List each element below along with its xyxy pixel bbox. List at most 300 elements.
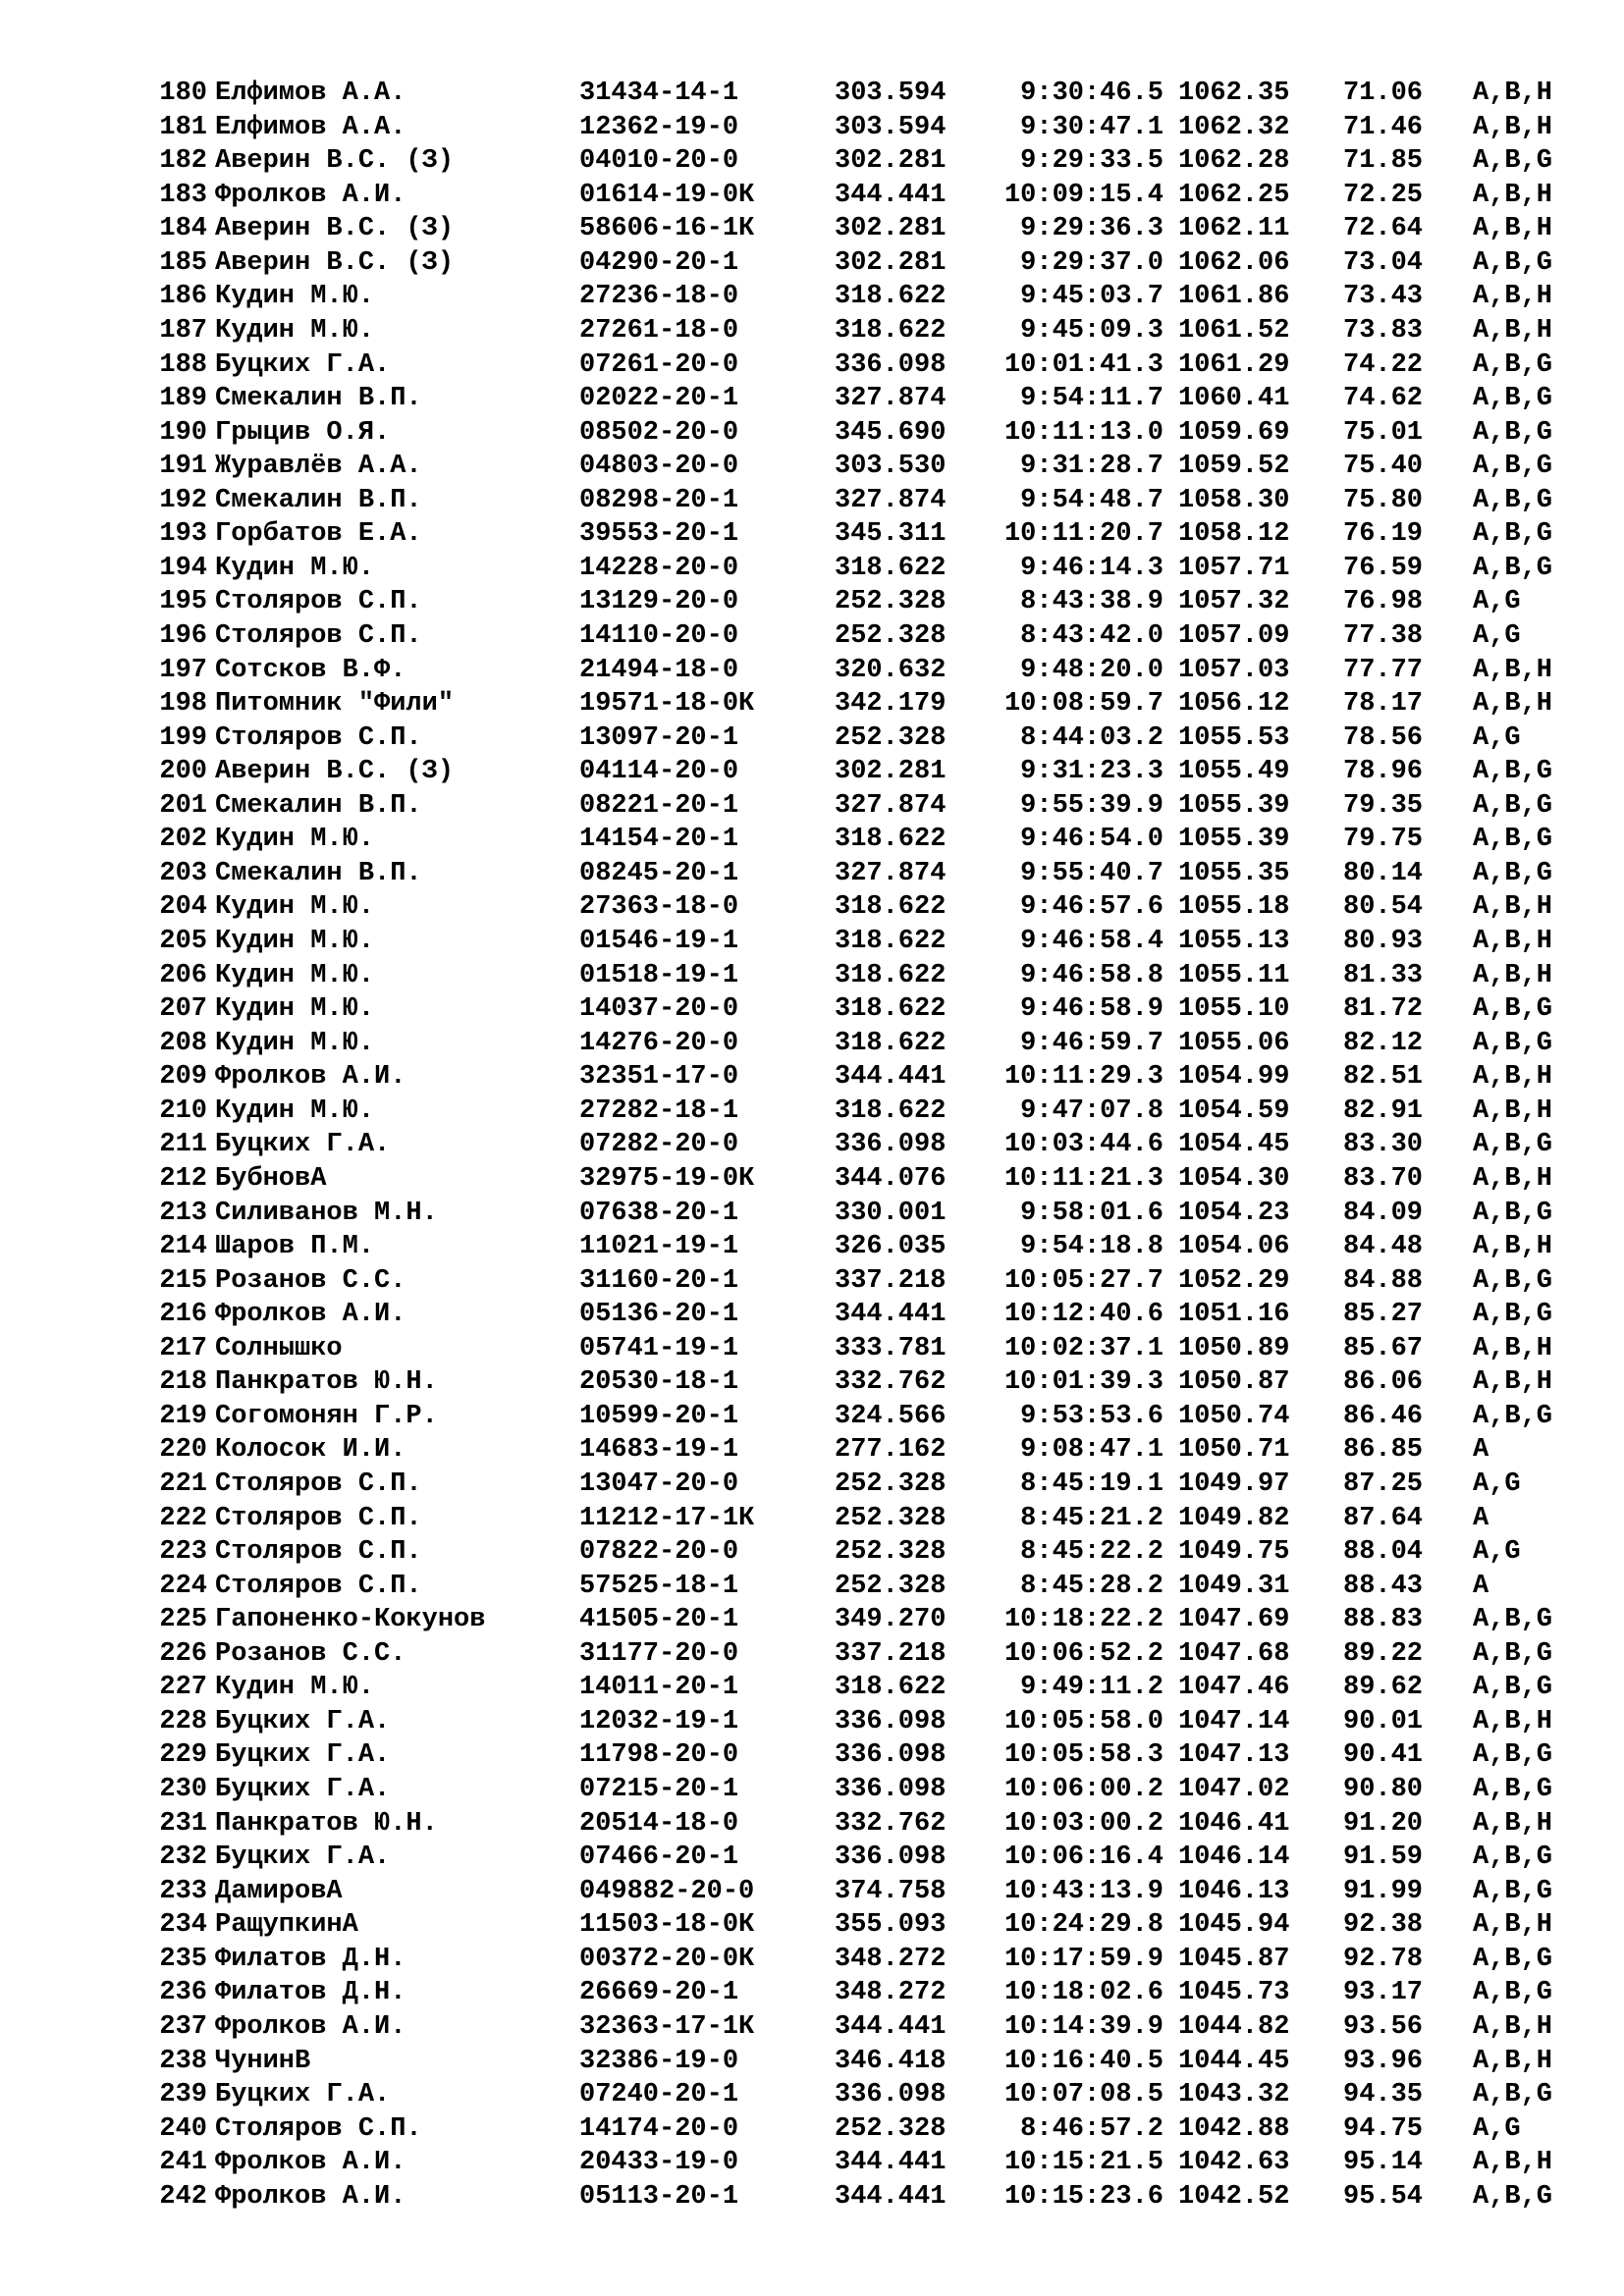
cell-name: Кудин М.Ю. bbox=[215, 892, 375, 923]
cell-time: 10:06:16.4 bbox=[1003, 1842, 1164, 1873]
cell-cat: A,B,G bbox=[1473, 825, 1553, 855]
cell-dist: 318.622 bbox=[835, 1673, 947, 1703]
cell-time: 10:17:59.9 bbox=[1003, 1944, 1164, 1974]
cell-dist: 346.418 bbox=[835, 2046, 947, 2076]
cell-cat: A,B,G bbox=[1473, 1605, 1553, 1635]
cell-ring: 13047-20-0 bbox=[579, 1469, 739, 1499]
cell-ring: 01518-19-1 bbox=[579, 960, 739, 990]
table-row bbox=[0, 450, 1624, 483]
cell-cat: A,B,H bbox=[1473, 2148, 1553, 2178]
cell-cat: A,B,G bbox=[1473, 1638, 1553, 1669]
table-row bbox=[0, 111, 1624, 144]
cell-ring: 08502-20-0 bbox=[579, 417, 739, 448]
cell-speed: 1042.63 bbox=[1178, 2148, 1290, 2178]
cell-coef: 72.25 bbox=[1343, 180, 1424, 210]
cell-name: Журавлёв А.А. bbox=[215, 452, 422, 482]
cell-cat: A,G bbox=[1473, 621, 1521, 651]
cell-num: 202 bbox=[159, 825, 207, 855]
cell-ring: 11021-19-1 bbox=[579, 1232, 739, 1261]
cell-ring: 32363-17-1К bbox=[579, 2011, 755, 2042]
cell-num: 207 bbox=[159, 994, 207, 1025]
cell-coef: 90.01 bbox=[1343, 1706, 1424, 1736]
cell-name: Столяров С.П. bbox=[215, 722, 422, 753]
cell-name: Столяров С.П. bbox=[215, 587, 422, 617]
cell-dist: 303.594 bbox=[835, 112, 947, 142]
cell-time: 8:43:38.9 bbox=[1020, 587, 1164, 617]
cell-cat: A,B,H bbox=[1473, 927, 1553, 956]
cell-cat: A,B,G bbox=[1473, 1842, 1553, 1873]
cell-speed: 1042.88 bbox=[1178, 2113, 1290, 2144]
cell-cat: A,B,H bbox=[1473, 1910, 1553, 1941]
table-row bbox=[0, 1738, 1624, 1772]
cell-time: 8:43:42.0 bbox=[1020, 621, 1164, 651]
cell-coef: 92.38 bbox=[1343, 1910, 1424, 1941]
cell-cat: A,G bbox=[1473, 1469, 1521, 1499]
cell-ring: 04010-20-0 bbox=[579, 146, 739, 177]
cell-cat: A,B,H bbox=[1473, 214, 1553, 244]
cell-num: 194 bbox=[159, 553, 207, 583]
cell-speed: 1062.28 bbox=[1178, 146, 1290, 177]
cell-ring: 32975-19-0К bbox=[579, 1163, 755, 1194]
cell-speed: 1061.86 bbox=[1178, 282, 1290, 312]
cell-cat: A,B,G bbox=[1473, 1978, 1553, 2008]
cell-cat: A,B,H bbox=[1473, 315, 1553, 346]
cell-time: 9:46:58.4 bbox=[1020, 927, 1164, 956]
cell-speed: 1059.52 bbox=[1178, 452, 1290, 482]
table-row bbox=[0, 280, 1624, 313]
cell-time: 9:48:20.0 bbox=[1020, 655, 1164, 685]
cell-cat: A,G bbox=[1473, 1537, 1521, 1568]
cell-dist: 320.632 bbox=[835, 655, 947, 685]
table-row bbox=[0, 77, 1624, 110]
cell-time: 9:55:40.7 bbox=[1020, 858, 1164, 888]
cell-dist: 344.441 bbox=[835, 2181, 947, 2212]
cell-speed: 1055.49 bbox=[1178, 757, 1290, 787]
table-row bbox=[0, 1603, 1624, 1636]
cell-name: Столяров С.П. bbox=[215, 1503, 422, 1533]
cell-name: Фролков А.И. bbox=[215, 1300, 406, 1330]
cell-dist: 344.441 bbox=[835, 1062, 947, 1093]
cell-speed: 1050.74 bbox=[1178, 1401, 1290, 1431]
table-row bbox=[0, 517, 1624, 551]
cell-speed: 1047.68 bbox=[1178, 1638, 1290, 1669]
cell-time: 10:18:02.6 bbox=[1003, 1978, 1164, 2008]
cell-speed: 1047.14 bbox=[1178, 1706, 1290, 1736]
cell-speed: 1054.06 bbox=[1178, 1232, 1290, 1261]
cell-ring: 04290-20-1 bbox=[579, 247, 739, 278]
cell-dist: 302.281 bbox=[835, 146, 947, 177]
table-row bbox=[0, 1298, 1624, 1331]
cell-num: 184 bbox=[159, 214, 207, 244]
cell-ring: 19571-18-0К bbox=[579, 689, 755, 720]
table-row bbox=[0, 1128, 1624, 1161]
cell-name: Кудин М.Ю. bbox=[215, 1673, 375, 1703]
cell-num: 224 bbox=[159, 1571, 207, 1601]
cell-ring: 12362-19-0 bbox=[579, 112, 739, 142]
cell-cat: A,B,H bbox=[1473, 1163, 1553, 1194]
cell-ring: 12032-19-1 bbox=[579, 1706, 739, 1736]
cell-coef: 85.27 bbox=[1343, 1300, 1424, 1330]
cell-cat: A,B,G bbox=[1473, 1944, 1553, 1974]
cell-coef: 73.43 bbox=[1343, 282, 1424, 312]
cell-coef: 91.99 bbox=[1343, 1876, 1424, 1906]
cell-num: 193 bbox=[159, 519, 207, 550]
table-row bbox=[0, 1807, 1624, 1841]
table-row bbox=[0, 2180, 1624, 2214]
cell-cat: A,B,G bbox=[1473, 384, 1553, 413]
cell-ring: 01614-19-0К bbox=[579, 180, 755, 210]
cell-time: 10:11:13.0 bbox=[1003, 417, 1164, 448]
cell-coef: 81.33 bbox=[1343, 960, 1424, 990]
cell-dist: 318.622 bbox=[835, 927, 947, 956]
cell-dist: 302.281 bbox=[835, 247, 947, 278]
cell-name: Кудин М.Ю. bbox=[215, 1095, 375, 1126]
table-row bbox=[0, 1197, 1624, 1230]
cell-name: Грыцив О.Я. bbox=[215, 417, 391, 448]
cell-name: Кудин М.Ю. bbox=[215, 825, 375, 855]
cell-speed: 1047.46 bbox=[1178, 1673, 1290, 1703]
cell-coef: 82.51 bbox=[1343, 1062, 1424, 1093]
cell-ring: 14037-20-0 bbox=[579, 994, 739, 1025]
cell-ring: 04803-20-0 bbox=[579, 452, 739, 482]
cell-speed: 1057.71 bbox=[1178, 553, 1290, 583]
cell-cat: A,B,G bbox=[1473, 2181, 1553, 2212]
cell-speed: 1054.59 bbox=[1178, 1095, 1290, 1126]
cell-ring: 07240-20-1 bbox=[579, 2080, 739, 2109]
cell-num: 227 bbox=[159, 1673, 207, 1703]
cell-name: Буцких Г.А. bbox=[215, 1775, 391, 1804]
cell-num: 211 bbox=[159, 1130, 207, 1160]
cell-speed: 1045.73 bbox=[1178, 1978, 1290, 2008]
cell-dist: 348.272 bbox=[835, 1978, 947, 2008]
cell-speed: 1058.30 bbox=[1178, 485, 1290, 515]
cell-speed: 1062.32 bbox=[1178, 112, 1290, 142]
cell-speed: 1062.35 bbox=[1178, 79, 1290, 108]
cell-name: Панкратов Ю.Н. bbox=[215, 1367, 438, 1398]
cell-time: 9:54:18.8 bbox=[1020, 1232, 1164, 1261]
cell-cat: A,B,H bbox=[1473, 2046, 1553, 2076]
cell-time: 10:05:58.3 bbox=[1003, 1740, 1164, 1771]
cell-name: Елфимов А.А. bbox=[215, 112, 406, 142]
cell-cat: A,B,G bbox=[1473, 1775, 1553, 1804]
cell-speed: 1057.32 bbox=[1178, 587, 1290, 617]
cell-ring: 04114-20-0 bbox=[579, 757, 739, 787]
cell-ring: 27261-18-0 bbox=[579, 315, 739, 346]
cell-time: 9:49:11.2 bbox=[1020, 1673, 1164, 1703]
cell-name: Кудин М.Ю. bbox=[215, 994, 375, 1025]
table-row bbox=[0, 2112, 1624, 2146]
cell-coef: 82.91 bbox=[1343, 1095, 1424, 1126]
table-row bbox=[0, 2010, 1624, 2044]
cell-cat: A,B,G bbox=[1473, 1740, 1553, 1771]
cell-coef: 80.54 bbox=[1343, 892, 1424, 923]
table-row bbox=[0, 1060, 1624, 1094]
cell-name: Розанов С.С. bbox=[215, 1265, 406, 1296]
cell-dist: 344.441 bbox=[835, 2148, 947, 2178]
table-row bbox=[0, 789, 1624, 823]
cell-ring: 13129-20-0 bbox=[579, 587, 739, 617]
cell-name: Кудин М.Ю. bbox=[215, 315, 375, 346]
cell-coef: 78.17 bbox=[1343, 689, 1424, 720]
cell-ring: 049882-20-0 bbox=[579, 1876, 755, 1906]
cell-coef: 95.14 bbox=[1343, 2148, 1424, 2178]
cell-name: Гапоненко-Кокунов bbox=[215, 1605, 486, 1635]
cell-speed: 1044.82 bbox=[1178, 2011, 1290, 2042]
cell-time: 10:18:22.2 bbox=[1003, 1605, 1164, 1635]
cell-ring: 31160-20-1 bbox=[579, 1265, 739, 1296]
cell-time: 9:55:39.9 bbox=[1020, 790, 1164, 821]
cell-ring: 14011-20-1 bbox=[579, 1673, 739, 1703]
cell-coef: 80.14 bbox=[1343, 858, 1424, 888]
cell-name: Столяров С.П. bbox=[215, 1571, 422, 1601]
cell-name: Аверин В.С. (З) bbox=[215, 146, 455, 177]
cell-speed: 1055.06 bbox=[1178, 1028, 1290, 1058]
cell-speed: 1055.10 bbox=[1178, 994, 1290, 1025]
cell-ring: 20514-18-0 bbox=[579, 1808, 739, 1839]
cell-cat: A,B,G bbox=[1473, 1673, 1553, 1703]
table-row bbox=[0, 348, 1624, 382]
cell-dist: 318.622 bbox=[835, 282, 947, 312]
cell-dist: 327.874 bbox=[835, 858, 947, 888]
cell-ring: 00372-20-0К bbox=[579, 1944, 755, 1974]
cell-time: 10:09:15.4 bbox=[1003, 180, 1164, 210]
table-row bbox=[0, 1570, 1624, 1603]
cell-dist: 344.441 bbox=[835, 2011, 947, 2042]
cell-coef: 71.46 bbox=[1343, 112, 1424, 142]
cell-speed: 1052.29 bbox=[1178, 1265, 1290, 1296]
cell-speed: 1055.53 bbox=[1178, 722, 1290, 753]
cell-cat: A,G bbox=[1473, 587, 1521, 617]
cell-name: Смекалин В.П. bbox=[215, 384, 422, 413]
cell-coef: 91.59 bbox=[1343, 1842, 1424, 1873]
cell-num: 204 bbox=[159, 892, 207, 923]
cell-coef: 93.56 bbox=[1343, 2011, 1424, 2042]
cell-ring: 14276-20-0 bbox=[579, 1028, 739, 1058]
table-row bbox=[0, 2045, 1624, 2078]
cell-coef: 80.93 bbox=[1343, 927, 1424, 956]
cell-num: 231 bbox=[159, 1808, 207, 1839]
cell-num: 229 bbox=[159, 1740, 207, 1771]
cell-num: 222 bbox=[159, 1503, 207, 1533]
cell-num: 199 bbox=[159, 722, 207, 753]
cell-num: 238 bbox=[159, 2046, 207, 2076]
cell-time: 10:07:08.5 bbox=[1003, 2080, 1164, 2109]
cell-num: 212 bbox=[159, 1163, 207, 1194]
cell-num: 241 bbox=[159, 2148, 207, 2178]
cell-name: Буцких Г.А. bbox=[215, 1842, 391, 1873]
cell-time: 9:53:53.6 bbox=[1020, 1401, 1164, 1431]
table-row bbox=[0, 2146, 1624, 2179]
table-row bbox=[0, 721, 1624, 755]
cell-speed: 1047.02 bbox=[1178, 1775, 1290, 1804]
table-row bbox=[0, 246, 1624, 280]
cell-speed: 1060.41 bbox=[1178, 384, 1290, 413]
cell-coef: 88.43 bbox=[1343, 1571, 1424, 1601]
cell-num: 189 bbox=[159, 384, 207, 413]
cell-time: 10:15:23.6 bbox=[1003, 2181, 1164, 2212]
cell-cat: A,B,H bbox=[1473, 1095, 1553, 1126]
cell-dist: 302.281 bbox=[835, 214, 947, 244]
cell-dist: 337.218 bbox=[835, 1265, 947, 1296]
cell-dist: 327.874 bbox=[835, 485, 947, 515]
cell-speed: 1049.97 bbox=[1178, 1469, 1290, 1499]
cell-coef: 76.59 bbox=[1343, 553, 1424, 583]
cell-time: 9:46:58.9 bbox=[1020, 994, 1164, 1025]
cell-name: Кудин М.Ю. bbox=[215, 1028, 375, 1058]
cell-cat: A,B,G bbox=[1473, 349, 1553, 380]
cell-coef: 75.01 bbox=[1343, 417, 1424, 448]
cell-speed: 1056.12 bbox=[1178, 689, 1290, 720]
cell-speed: 1062.11 bbox=[1178, 214, 1290, 244]
cell-dist: 318.622 bbox=[835, 825, 947, 855]
cell-dist: 336.098 bbox=[835, 2080, 947, 2109]
cell-name: Фролков А.И. bbox=[215, 2011, 406, 2042]
cell-cat: A,B,H bbox=[1473, 1232, 1553, 1261]
cell-coef: 90.41 bbox=[1343, 1740, 1424, 1771]
cell-ring: 14110-20-0 bbox=[579, 621, 739, 651]
cell-name: Фролков А.И. bbox=[215, 2181, 406, 2212]
cell-name: Горбатов Е.А. bbox=[215, 519, 422, 550]
cell-num: 191 bbox=[159, 452, 207, 482]
cell-time: 10:15:21.5 bbox=[1003, 2148, 1164, 2178]
cell-time: 9:54:48.7 bbox=[1020, 485, 1164, 515]
cell-num: 216 bbox=[159, 1300, 207, 1330]
cell-time: 9:45:09.3 bbox=[1020, 315, 1164, 346]
cell-dist: 327.874 bbox=[835, 790, 947, 821]
table-row bbox=[0, 1705, 1624, 1738]
cell-num: 228 bbox=[159, 1706, 207, 1736]
cell-dist: 303.594 bbox=[835, 79, 947, 108]
cell-cat: A,B,H bbox=[1473, 689, 1553, 720]
cell-dist: 252.328 bbox=[835, 1571, 947, 1601]
table-row bbox=[0, 1230, 1624, 1263]
cell-coef: 82.12 bbox=[1343, 1028, 1424, 1058]
cell-num: 198 bbox=[159, 689, 207, 720]
cell-name: Панкратов Ю.Н. bbox=[215, 1808, 438, 1839]
cell-cat: A,G bbox=[1473, 2113, 1521, 2144]
cell-num: 203 bbox=[159, 858, 207, 888]
cell-dist: 318.622 bbox=[835, 994, 947, 1025]
cell-coef: 78.96 bbox=[1343, 757, 1424, 787]
cell-cat: A,B,H bbox=[1473, 2011, 1553, 2042]
cell-time: 10:05:27.7 bbox=[1003, 1265, 1164, 1296]
cell-ring: 07261-20-0 bbox=[579, 349, 739, 380]
cell-speed: 1049.82 bbox=[1178, 1503, 1290, 1533]
cell-num: 181 bbox=[159, 112, 207, 142]
cell-ring: 05741-19-1 bbox=[579, 1333, 739, 1363]
cell-num: 210 bbox=[159, 1095, 207, 1126]
cell-name: Фролков А.И. bbox=[215, 180, 406, 210]
cell-dist: 252.328 bbox=[835, 1469, 947, 1499]
cell-coef: 93.96 bbox=[1343, 2046, 1424, 2076]
cell-num: 223 bbox=[159, 1537, 207, 1568]
cell-dist: 344.441 bbox=[835, 180, 947, 210]
cell-coef: 77.38 bbox=[1343, 621, 1424, 651]
cell-time: 9:46:57.6 bbox=[1020, 892, 1164, 923]
cell-num: 233 bbox=[159, 1876, 207, 1906]
cell-time: 9:46:54.0 bbox=[1020, 825, 1164, 855]
cell-coef: 77.77 bbox=[1343, 655, 1424, 685]
cell-coef: 90.80 bbox=[1343, 1775, 1424, 1804]
cell-speed: 1054.45 bbox=[1178, 1130, 1290, 1160]
cell-dist: 327.874 bbox=[835, 384, 947, 413]
cell-time: 9:31:28.7 bbox=[1020, 452, 1164, 482]
cell-coef: 75.80 bbox=[1343, 485, 1424, 515]
cell-name: Филатов Д.Н. bbox=[215, 1944, 406, 1974]
cell-cat: A,B,G bbox=[1473, 1300, 1553, 1330]
cell-ring: 05136-20-1 bbox=[579, 1300, 739, 1330]
cell-ring: 08221-20-1 bbox=[579, 790, 739, 821]
cell-coef: 95.54 bbox=[1343, 2181, 1424, 2212]
cell-time: 10:06:00.2 bbox=[1003, 1775, 1164, 1804]
cell-time: 10:05:58.0 bbox=[1003, 1706, 1164, 1736]
cell-speed: 1045.87 bbox=[1178, 1944, 1290, 1974]
cell-time: 10:11:20.7 bbox=[1003, 519, 1164, 550]
cell-speed: 1062.06 bbox=[1178, 247, 1290, 278]
cell-coef: 78.56 bbox=[1343, 722, 1424, 753]
cell-cat: A,G bbox=[1473, 722, 1521, 753]
cell-name: РащупкинА bbox=[215, 1910, 358, 1941]
cell-cat: A,B,H bbox=[1473, 892, 1553, 923]
cell-speed: 1062.25 bbox=[1178, 180, 1290, 210]
cell-time: 9:30:47.1 bbox=[1020, 112, 1164, 142]
cell-coef: 85.67 bbox=[1343, 1333, 1424, 1363]
cell-speed: 1059.69 bbox=[1178, 417, 1290, 448]
table-row bbox=[0, 1162, 1624, 1196]
cell-num: 205 bbox=[159, 927, 207, 956]
cell-name: Столяров С.П. bbox=[215, 2113, 422, 2144]
cell-time: 9:30:46.5 bbox=[1020, 79, 1164, 108]
cell-cat: A,B,H bbox=[1473, 960, 1553, 990]
cell-ring: 20433-19-0 bbox=[579, 2148, 739, 2178]
cell-dist: 345.690 bbox=[835, 417, 947, 448]
cell-name: ДамировА bbox=[215, 1876, 343, 1906]
cell-name: Буцких Г.А. bbox=[215, 1130, 391, 1160]
cell-cat: A,B,H bbox=[1473, 1333, 1553, 1363]
cell-coef: 73.83 bbox=[1343, 315, 1424, 346]
cell-ring: 57525-18-1 bbox=[579, 1571, 739, 1601]
cell-time: 9:47:07.8 bbox=[1020, 1095, 1164, 1126]
table-row bbox=[0, 212, 1624, 245]
cell-cat: A,B,G bbox=[1473, 858, 1553, 888]
cell-speed: 1050.87 bbox=[1178, 1367, 1290, 1398]
cell-coef: 92.78 bbox=[1343, 1944, 1424, 1974]
cell-dist: 345.311 bbox=[835, 519, 947, 550]
table-row bbox=[0, 585, 1624, 618]
cell-speed: 1054.99 bbox=[1178, 1062, 1290, 1093]
cell-ring: 11798-20-0 bbox=[579, 1740, 739, 1771]
cell-coef: 71.06 bbox=[1343, 79, 1424, 108]
cell-name: Столяров С.П. bbox=[215, 1537, 422, 1568]
cell-time: 10:14:39.9 bbox=[1003, 2011, 1164, 2042]
table-row bbox=[0, 1332, 1624, 1365]
cell-dist: 303.530 bbox=[835, 452, 947, 482]
table-row bbox=[0, 1976, 1624, 2009]
cell-speed: 1047.13 bbox=[1178, 1740, 1290, 1771]
table-row bbox=[0, 484, 1624, 517]
cell-time: 9:08:47.1 bbox=[1020, 1435, 1164, 1466]
cell-time: 10:16:40.5 bbox=[1003, 2046, 1164, 2076]
cell-dist: 252.328 bbox=[835, 1537, 947, 1568]
cell-ring: 01546-19-1 bbox=[579, 927, 739, 956]
cell-ring: 14683-19-1 bbox=[579, 1435, 739, 1466]
table-row bbox=[0, 959, 1624, 992]
cell-dist: 344.076 bbox=[835, 1163, 947, 1194]
cell-name: Аверин В.С. (З) bbox=[215, 247, 455, 278]
cell-speed: 1047.69 bbox=[1178, 1605, 1290, 1635]
cell-ring: 07466-20-1 bbox=[579, 1842, 739, 1873]
cell-num: 185 bbox=[159, 247, 207, 278]
